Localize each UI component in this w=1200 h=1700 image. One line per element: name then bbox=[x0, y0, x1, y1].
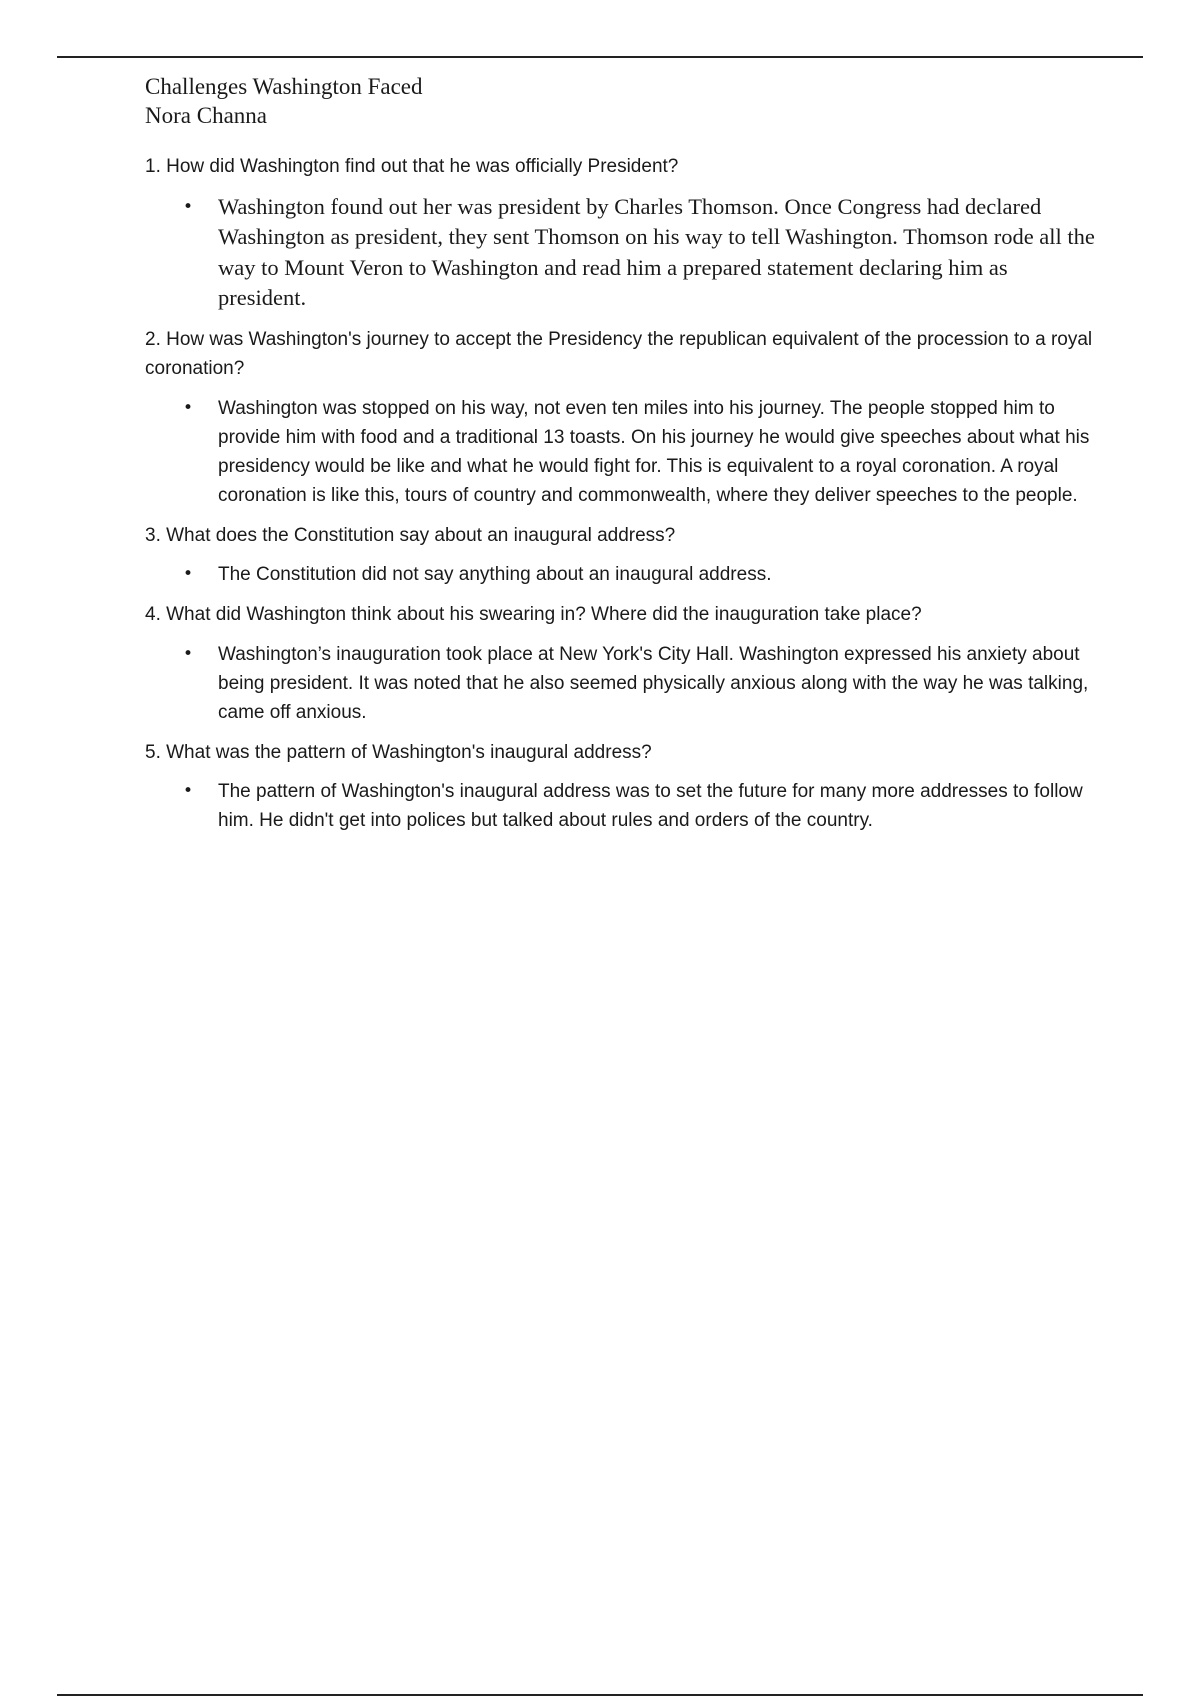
question-2: 2. How was Washington's journey to accept the Presidency the republican equivalent of the procession to a royal coronation? bbox=[145, 328, 1093, 379]
document-page bbox=[145, 72, 1095, 846]
top-rule bbox=[57, 56, 1143, 58]
answer-text: The Constitution did not say anything about an inaugural address. bbox=[218, 564, 772, 585]
answer-4 bbox=[183, 640, 1095, 727]
document-author: Nora Channa bbox=[145, 103, 267, 128]
bullet-icon: • bbox=[183, 781, 194, 801]
answer-text: The pattern of Washington's inaugural address was to set the future for many more addresses to follow him. He didn't get into polices but talked about rules and orders of the country. bbox=[218, 781, 1083, 831]
question-4: 4. What did Washington think about his swearing in? Where did the inauguration take place? bbox=[145, 604, 922, 625]
question-list bbox=[145, 152, 1095, 835]
bottom-rule bbox=[57, 1694, 1143, 1696]
question-1: 1. How did Washington find out that he was officially President? bbox=[145, 156, 679, 177]
document-title: Challenges Washington Faced bbox=[145, 74, 423, 99]
answer-2 bbox=[183, 394, 1095, 510]
answer-text: Washington’s inauguration took place at New York's City Hall. Washington expressed his anxiety about being president. It was noted that he also seemed physically anxious along with the way he was talking, came off anxious. bbox=[218, 643, 1089, 723]
answer-1 bbox=[183, 192, 1095, 314]
question-5: 5. What was the pattern of Washington's inaugural address? bbox=[145, 741, 652, 763]
bullet-icon: • bbox=[183, 564, 194, 584]
bullet-icon: • bbox=[183, 397, 194, 418]
answer-text: Washington was stopped on his way, not even ten miles into his journey. The people stopped him to provide him with food and a traditional 13 toasts. On his journey he would give speeches about what his presidency would be like and what he would fight for. This is equivalent to a royal coronation. A royal coronation is like this, tours of country and commonwealth, where they deliver speeches to the people. bbox=[218, 397, 1090, 506]
bullet-icon: • bbox=[183, 196, 194, 217]
question-3: 3. What does the Constitution say about an inaugural address? bbox=[145, 524, 676, 546]
bullet-icon: • bbox=[183, 643, 194, 664]
answer-5 bbox=[183, 777, 1095, 835]
answer-3 bbox=[183, 560, 1095, 589]
answer-text: Washington found out her was president by Charles Thomson. Once Congress had declared Washington as president, they sent Thomson on his way to tell Washington. Thomson rode all the way to Mount Veron to Washington and read him a prepared statement declaring him as president. bbox=[218, 193, 1095, 310]
